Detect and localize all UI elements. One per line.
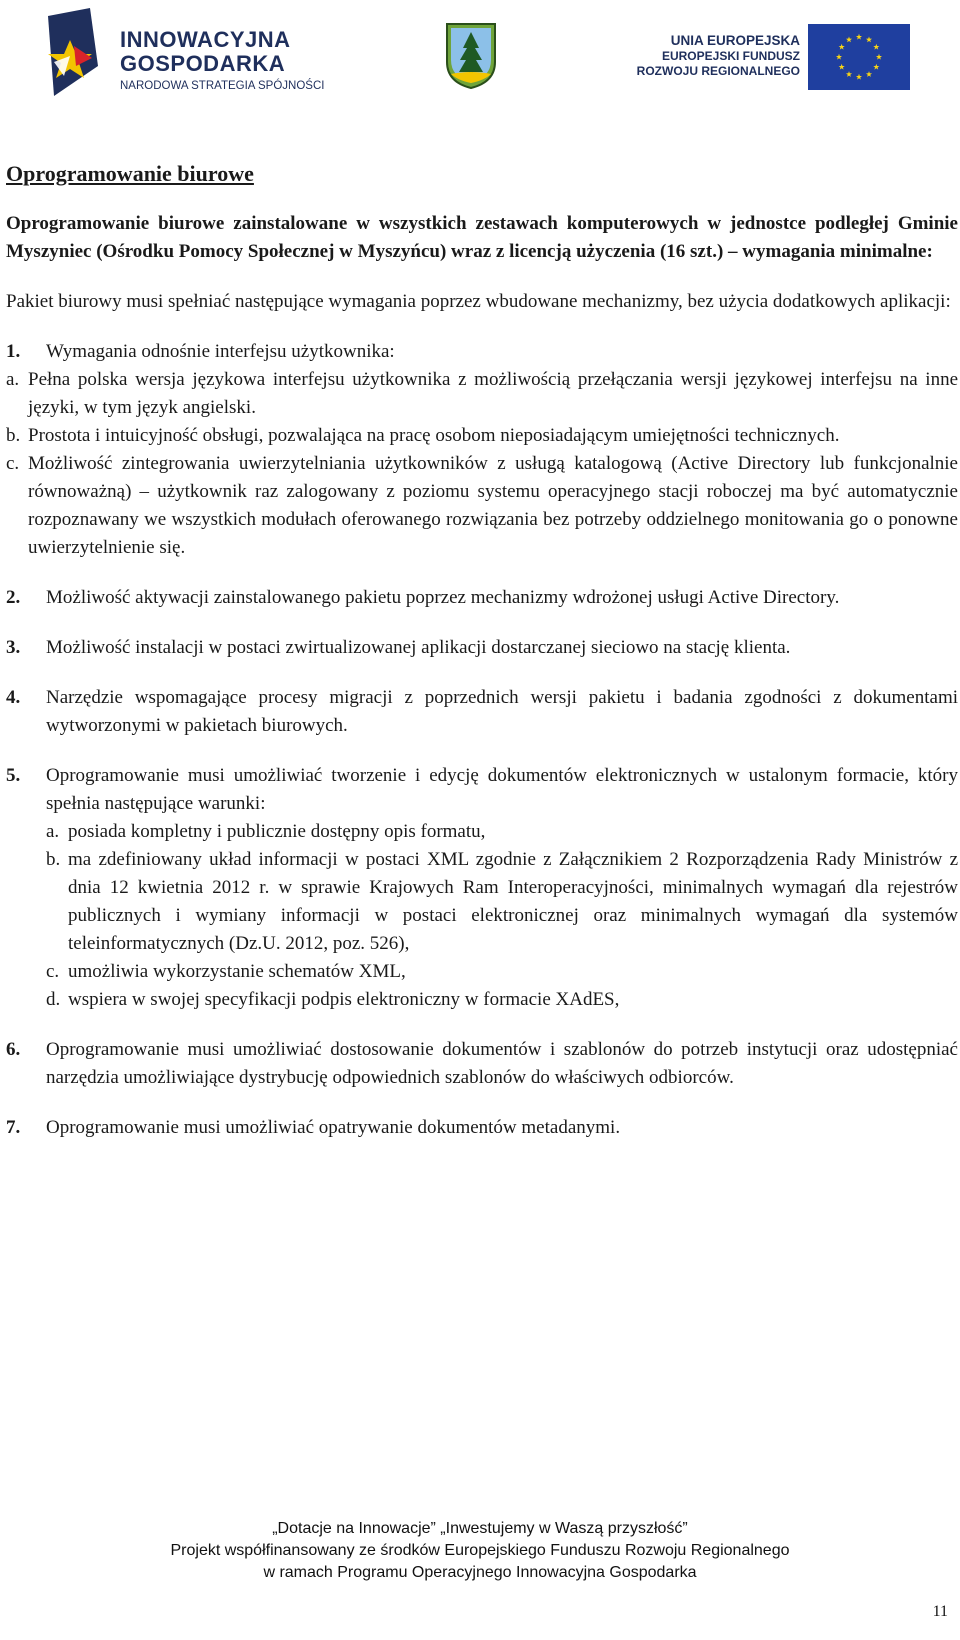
- sub-item: [6, 422, 958, 450]
- sub-item: [46, 846, 958, 958]
- section-number: 4.: [6, 687, 21, 708]
- section-text: Możliwość instalacji w postaci zwirtualizowanej aplikacji dostarczanej sieciowo na stację klienta.: [46, 637, 791, 658]
- sub-item-label: a.: [46, 821, 60, 842]
- myszyniec-crest-icon: [445, 22, 497, 90]
- page-footer: [0, 1518, 960, 1584]
- sub-item-label: d.: [46, 989, 61, 1010]
- sub-item: [46, 986, 958, 1014]
- sub-item: [6, 450, 958, 562]
- ig-logo-line3: NARODOWA STRATEGIA SPÓJNOŚCI: [120, 80, 325, 92]
- document-body: [6, 160, 958, 1142]
- requirement-section: [6, 1114, 958, 1142]
- sub-item-text: ma zdefiniowany układ informacji w postaci XML zgodnie z Załącznikiem 2 Rozporządzenia Rady Ministrów z dnia 12 kwietnia 2012 r. w sprawie Krajowych Ram Interoperacyjności, minimalnych wymagań dla rejestrów publicznych i wymiany informacji w postaci elektronicznej oraz minimalnych wymagań dla systemów teleinformatycznych (Dz.U. 2012, poz. 526),: [68, 849, 958, 954]
- section-text: Oprogramowanie musi umożliwiać dostosowanie dokumentów i szablonów do potrzeb instytucji oraz udostępniać narzędzia umożliwiające dystrybucję odpowiednich szablonów do właściwych odbiorców.: [46, 1039, 958, 1088]
- page-number: 11: [932, 1603, 948, 1620]
- lead-paragraph: Oprogramowanie biurowe zainstalowane w wszystkich zestawach komputerowych w jednostce podległej Gminie Myszyniec (Ośrodku Pomocy Społecznej w Myszyńcu) wraz z licencją użyczenia (16 szt.) – wymagania minimalne:: [6, 213, 958, 262]
- sub-item-text: Możliwość zintegrowania uwierzytelniania użytkowników z usługą katalogową (Active Directory lub funkcjonalnie równoważną) – użytkownik raz zalogowany z poziomu systemu operacyjnego stacji roboczej ma być automatycznie rozpoznawany we wszystkich modułach oferowanego rozwiązania bez potrzeby oddzielnego monitowania go o ponowne uwierzytelnienie się.: [28, 453, 958, 558]
- section-text: Narzędzie wspomagające procesy migracji z poprzednich wersji pakietu i badania zgodności z dokumentami wytworzonymi w pakietach biurowych.: [46, 687, 958, 736]
- section-text: Oprogramowanie musi umożliwiać tworzenie i edycję dokumentów elektronicznych w ustalonym formacie, który spełnia następujące warunki:: [46, 765, 958, 814]
- footer-line1: „Dotacje na Innowacje” „Inwestujemy w Waszą przyszłość”: [272, 1520, 688, 1537]
- eu-logo-line2: EUROPEJSKI FUNDUSZ: [661, 49, 800, 63]
- section-number: 2.: [6, 587, 21, 608]
- section-text: Wymagania odnośnie interfejsu użytkownika:: [46, 341, 395, 362]
- sub-item-text: umożliwia wykorzystanie schematów XML,: [68, 961, 406, 982]
- section-text: Oprogramowanie musi umożliwiać opatrywanie dokumentów metadanymi.: [46, 1117, 621, 1138]
- section-number: 1.: [6, 341, 21, 362]
- sub-item: [6, 366, 958, 422]
- section-number: 3.: [6, 637, 21, 658]
- eu-flag-icon: [808, 24, 910, 90]
- sub-item-text: Pełna polska wersja językowa interfejsu użytkownika z możliwością przełączania wersji językowej interfejsu na inne języki, w tym język angielski.: [28, 369, 958, 418]
- requirement-section: [6, 634, 958, 662]
- requirement-section: [6, 1036, 958, 1092]
- footer-line3: w ramach Programu Operacyjnego Innowacyjna Gospodarka: [263, 1564, 697, 1581]
- section-number: 6.: [6, 1039, 21, 1060]
- ig-logo-line1: INNOWACYJNA: [120, 27, 291, 52]
- requirement-section: [6, 338, 958, 366]
- page-header: [0, 0, 960, 110]
- section-number: 7.: [6, 1117, 21, 1138]
- sub-item-text: posiada kompletny i publicznie dostępny opis formatu,: [68, 821, 486, 842]
- sub-item: [46, 818, 958, 846]
- requirement-section: [6, 584, 958, 612]
- sub-item-label: b.: [46, 849, 61, 870]
- sub-item-label: a.: [6, 369, 20, 390]
- sub-item-label: b.: [6, 425, 21, 446]
- requirement-section: [6, 762, 958, 818]
- eu-erdf-logo: [620, 24, 910, 90]
- section-text: Możliwość aktywacji zainstalowanego pakietu poprzez mechanizmy wdrożonej usługi Active Directory.: [46, 587, 840, 608]
- eu-logo-line1: UNIA EUROPEJSKA: [670, 33, 800, 48]
- ig-logo-line2: GOSPODARKA: [120, 51, 286, 76]
- section-number: 5.: [6, 765, 21, 786]
- footer-line2: Projekt współfinansowany ze środków Europejskiego Funduszu Rozwoju Regionalnego: [170, 1542, 790, 1559]
- sub-item: [46, 958, 958, 986]
- sub-item-text: Prostota i intuicyjność obsługi, pozwalająca na pracę osobom nieposiadającym umiejętności technicznych.: [28, 425, 840, 446]
- intro-paragraph: Pakiet biurowy musi spełniać następujące wymagania poprzez wbudowane mechanizmy, bez użycia dodatkowych aplikacji:: [6, 291, 951, 312]
- innowacyjna-gospodarka-logo: [40, 6, 340, 104]
- sub-item-label: c.: [6, 453, 20, 474]
- eu-logo-line3: ROZWOJU REGIONALNEGO: [636, 64, 800, 78]
- sub-item-label: c.: [46, 961, 60, 982]
- sub-item-text: wspiera w swojej specyfikacji podpis elektroniczny w formacie XAdES,: [68, 989, 620, 1010]
- document-title: Oprogramowanie biurowe: [6, 161, 254, 186]
- requirement-section: [6, 684, 958, 740]
- ig-star-icon: [40, 6, 118, 104]
